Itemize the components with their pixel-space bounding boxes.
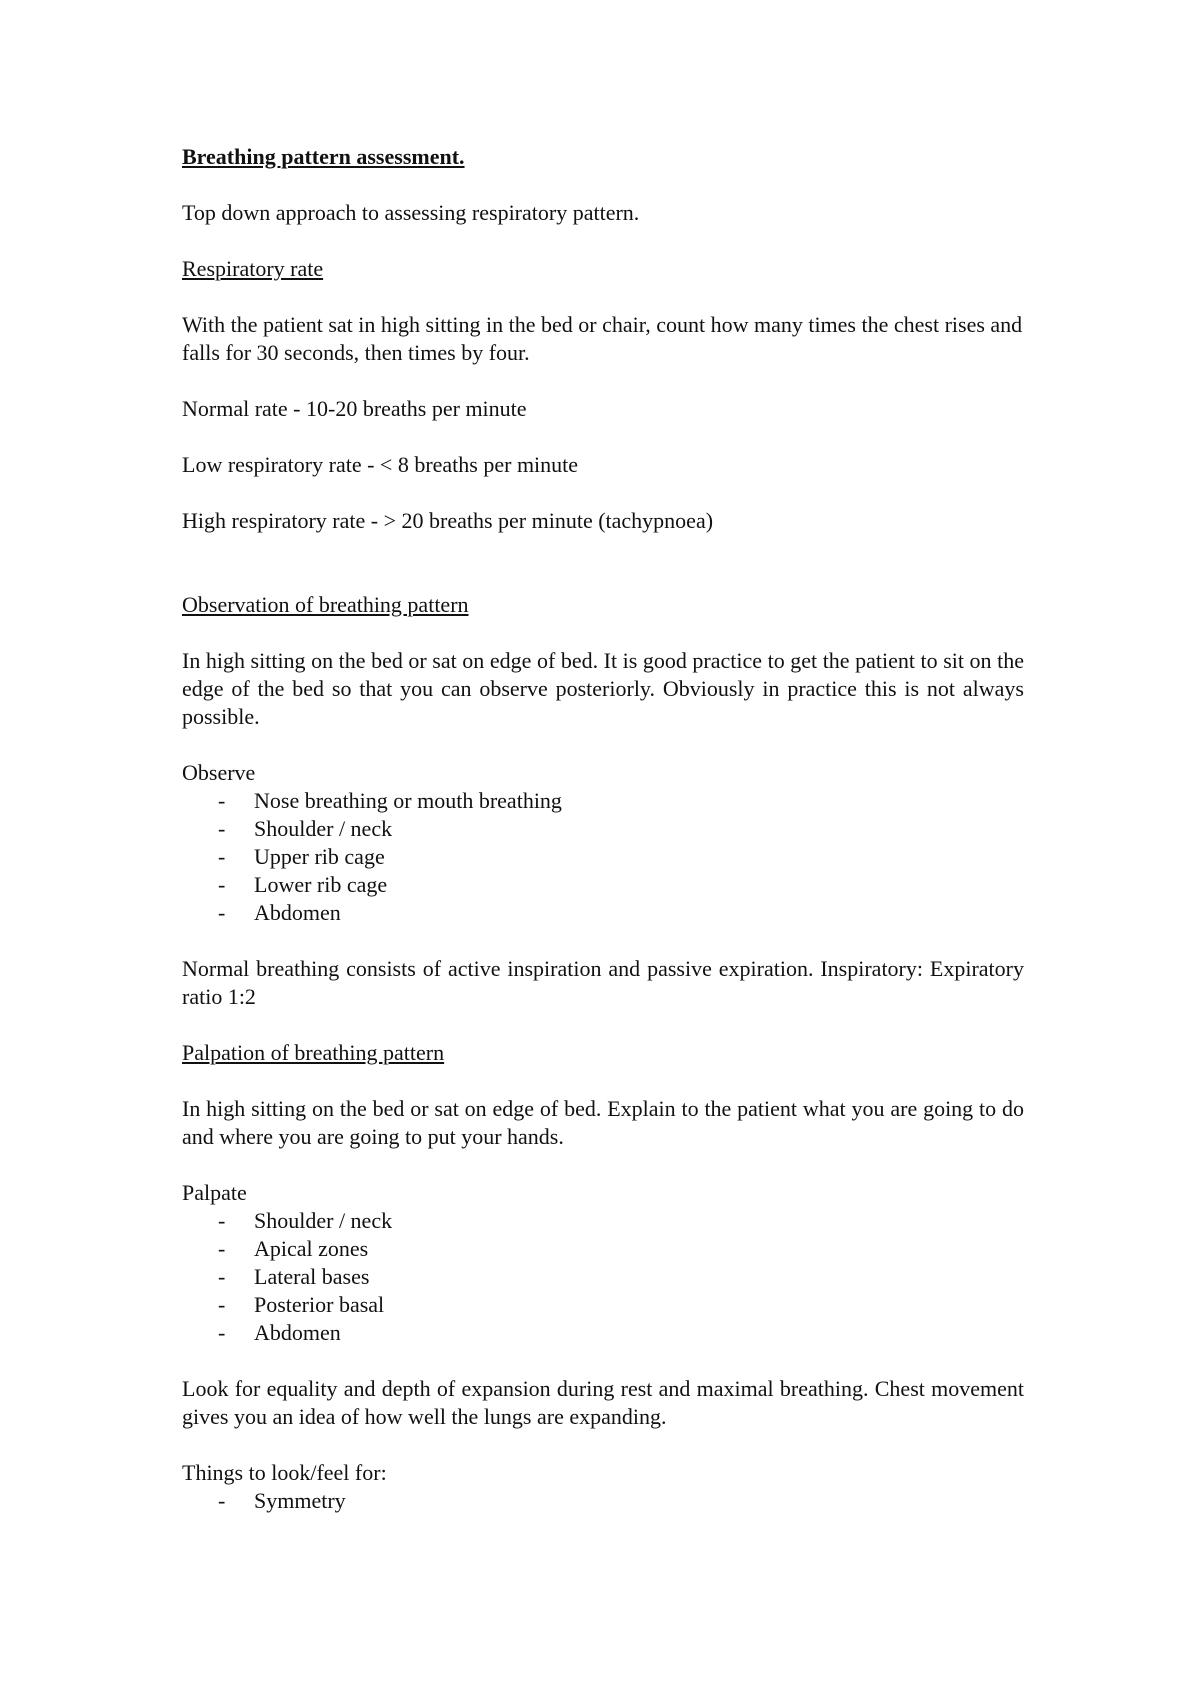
normal-rate-text: Normal rate - 10-20 breaths per minute	[182, 396, 527, 421]
list-item-text: Symmetry	[254, 1488, 346, 1513]
low-rate-text: Low respiratory rate - < 8 breaths per minute	[182, 452, 579, 477]
list-item	[182, 1263, 1024, 1291]
look-for-text: Look for equality and depth of expansion during rest and maximal breathing. Chest movement gives you an idea of how well the lungs are expanding.	[182, 1376, 1024, 1429]
dash-marker: -	[218, 872, 226, 897]
normal-breathing-text: Normal breathing consists of active inspiration and passive expiration. Inspiratory: Expiratory ratio 1:2	[182, 956, 1024, 1009]
palpation-text: In high sitting on the bed or sat on edge of bed. Explain to the patient what you are going to do and where you are going to put your hands.	[182, 1096, 1024, 1149]
list-item-text: Apical zones	[254, 1236, 369, 1261]
document-title: Breathing pattern assessment.	[182, 144, 465, 169]
list-item	[182, 871, 1024, 899]
list-item-text: Lower rib cage	[254, 872, 388, 897]
things-label: Things to look/feel for:	[182, 1460, 387, 1485]
list-item	[182, 1319, 1024, 1347]
list-item	[182, 1207, 1024, 1235]
list-item-text: Nose breathing or mouth breathing	[254, 788, 562, 813]
observation-text: In high sitting on the bed or sat on edge of bed. It is good practice to get the patient to sit on the edge of the bed so that you can observe posteriorly. Obviously in practice this is not always possible.	[182, 648, 1024, 729]
palpation-heading: Palpation of breathing pattern	[182, 1040, 445, 1065]
high-rate-text: High respiratory rate - > 20 breaths per minute (tachypnoea)	[182, 508, 714, 533]
list-item	[182, 815, 1024, 843]
list-item	[182, 1291, 1024, 1319]
respiratory-rate-heading: Respiratory rate	[182, 256, 324, 281]
dash-marker: -	[218, 1208, 226, 1233]
respiratory-rate-instruction: With the patient sat in high sitting in the bed or chair, count how many times the chest rises and falls for 30 seconds, then times by four.	[182, 312, 1023, 365]
observation-heading: Observation of breathing pattern	[182, 592, 469, 617]
list-item-text: Abdomen	[254, 900, 341, 925]
palpate-label: Palpate	[182, 1180, 247, 1205]
list-item	[182, 1235, 1024, 1263]
things-list	[182, 1487, 1024, 1515]
dash-marker: -	[218, 816, 226, 841]
document-body	[182, 143, 1024, 1515]
list-item-text: Shoulder / neck	[254, 1208, 393, 1233]
list-item-text: Lateral bases	[254, 1264, 370, 1289]
observe-label: Observe	[182, 760, 256, 785]
dash-marker: -	[218, 1292, 226, 1317]
intro-text: Top down approach to assessing respiratory pattern.	[182, 200, 640, 225]
list-item-text: Posterior basal	[254, 1292, 385, 1317]
dash-marker: -	[218, 1488, 226, 1513]
observe-list	[182, 787, 1024, 927]
list-item	[182, 1487, 1024, 1515]
dash-marker: -	[218, 844, 226, 869]
list-item	[182, 787, 1024, 815]
list-item	[182, 899, 1024, 927]
dash-marker: -	[218, 1236, 226, 1261]
list-item-text: Abdomen	[254, 1320, 341, 1345]
list-item-text: Shoulder / neck	[254, 816, 393, 841]
list-item-text: Upper rib cage	[254, 844, 385, 869]
palpate-list	[182, 1207, 1024, 1347]
dash-marker: -	[218, 788, 226, 813]
dash-marker: -	[218, 1264, 226, 1289]
dash-marker: -	[218, 1320, 226, 1345]
dash-marker: -	[218, 900, 226, 925]
list-item	[182, 843, 1024, 871]
